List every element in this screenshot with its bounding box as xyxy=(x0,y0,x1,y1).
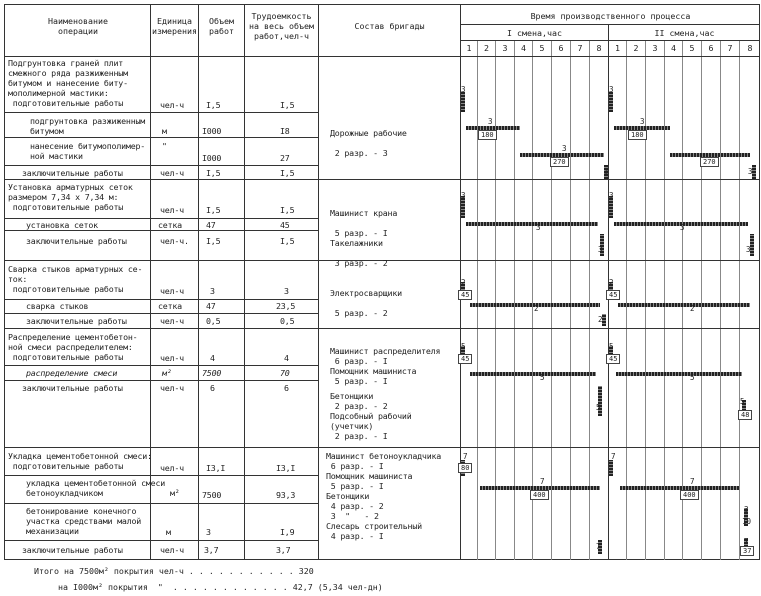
bar-label: 5 xyxy=(609,342,614,351)
op-unit: м² xyxy=(162,368,172,378)
hour-label: 1 xyxy=(466,43,472,53)
bar-label: 2 xyxy=(461,278,466,287)
op-volume: I,5 xyxy=(206,168,221,178)
op-volume: 7500 xyxy=(202,490,222,500)
op-volume: I000 xyxy=(202,126,222,136)
op-name: распределение смеси xyxy=(26,368,118,378)
op-volume: I000 xyxy=(202,153,222,163)
op-labor: 70 xyxy=(280,368,290,378)
hour-label: 3 xyxy=(652,43,658,53)
bar-label: 3 xyxy=(604,167,609,176)
op-unit: чел-ч xyxy=(160,383,184,393)
op-labor: 27 xyxy=(280,153,290,163)
bar-label: 45 xyxy=(458,290,472,300)
bar-label: 3 xyxy=(640,117,645,126)
op-name: установка сеток xyxy=(26,220,98,230)
op-unit: чел-ч xyxy=(160,168,184,178)
op-volume: 0,5 xyxy=(206,316,221,326)
op-name: Укладка цементобетонной смеси: подготовительные работы xyxy=(8,451,152,471)
bar-label: 2 xyxy=(598,315,603,324)
op-labor: 3 xyxy=(284,286,289,296)
op-labor: I,5 xyxy=(280,236,295,246)
gantt-bar xyxy=(750,234,754,256)
op-labor: I,5 xyxy=(280,100,295,110)
bar-label: 2 xyxy=(609,278,614,287)
op-name: заключительные работы xyxy=(22,383,123,393)
bar-label: 7 xyxy=(596,542,601,551)
op-volume: 3,7 xyxy=(204,545,219,555)
bar-label: 270 xyxy=(700,157,719,167)
bar-label: 37 xyxy=(740,546,754,556)
hour-label: 8 xyxy=(596,43,602,53)
hour-label: 7 xyxy=(727,43,733,53)
bar-label: 3 xyxy=(609,191,614,200)
op-name: заключительные работы xyxy=(22,168,123,178)
op-labor: 3,7 xyxy=(276,545,291,555)
hour-label: 5 xyxy=(539,43,545,53)
op-labor: I8 xyxy=(280,126,290,136)
bar-label: 180 xyxy=(478,130,497,140)
hour-label: 7 xyxy=(577,43,583,53)
op-volume: 47 xyxy=(206,220,216,230)
op-unit: чел-ч. xyxy=(160,236,189,246)
bar-label: 3 xyxy=(609,85,614,94)
bar-label: 7 xyxy=(611,452,616,461)
bar-label: 45 xyxy=(606,290,620,300)
op-volume: 47 xyxy=(206,301,216,311)
op-volume: I,5 xyxy=(206,205,221,215)
bar-label: 3 xyxy=(461,191,466,200)
hour-label: 2 xyxy=(484,43,489,53)
col-divider xyxy=(244,4,245,560)
header-labor: Трудоемкость на весь объем работ,чел-ч xyxy=(249,11,314,41)
bar-label: 48 xyxy=(738,410,752,420)
hour-label: 5 xyxy=(689,43,695,53)
op-name: бетонирование конечного участка средствами малой механизации xyxy=(26,506,142,536)
hour-label: 4 xyxy=(671,43,676,53)
op-volume: I,5 xyxy=(206,236,221,246)
crew-text: Бетонщики 2 разр. - 2 Подсобный рабочий (учетчик) 2 разр. - I xyxy=(330,391,412,441)
bar-label: 5 xyxy=(461,342,466,351)
header-volume: Объем работ xyxy=(209,16,234,36)
col-divider xyxy=(198,4,199,560)
total-line-2: на I000м² покрытия " . . . . . . . . . . . . 42,7 (5,34 чел-дн) xyxy=(58,582,383,592)
crew-text: Машинист распределителя 6 разр. - I Помощник машиниста 5 разр. - I xyxy=(330,346,441,386)
hour-label: 1 xyxy=(615,43,620,53)
bar-label: 45 xyxy=(606,354,620,364)
op-unit: м² xyxy=(170,488,180,498)
hour-label: 2 xyxy=(633,43,639,53)
op-labor: I,5 xyxy=(280,205,295,215)
hour-label: 6 xyxy=(708,43,714,53)
bar-label: 5 xyxy=(596,403,601,412)
bar-label: 3 xyxy=(536,223,541,232)
op-labor: 6 xyxy=(284,383,289,393)
op-volume: 7500 xyxy=(202,368,222,378)
header-time: Время производственного процесса xyxy=(530,11,691,21)
gantt-bar xyxy=(609,460,613,476)
header-unit: Единица измерения xyxy=(152,16,197,36)
bar-label: 7 xyxy=(540,477,545,486)
op-unit: чел-ч xyxy=(160,316,184,326)
bar-label: 5 xyxy=(540,373,545,382)
op-name: заключительные работы xyxy=(26,316,127,326)
gantt-bar xyxy=(618,303,750,307)
bar-label: 10 xyxy=(742,517,752,526)
op-name: укладка цементобетонной смеси бетоноукладчиком xyxy=(26,478,166,498)
op-name: сварка стыков xyxy=(26,301,89,311)
op-unit: чел-ч xyxy=(160,545,184,555)
header-shift1: I смена,час xyxy=(507,28,562,38)
op-labor: I,9 xyxy=(280,527,295,537)
gantt-bar xyxy=(609,92,613,112)
bar-label: 7 xyxy=(744,537,749,546)
hour-label: 8 xyxy=(747,43,753,53)
gantt-bar xyxy=(752,165,756,179)
col-divider xyxy=(150,4,151,560)
bar-label: 3 xyxy=(461,85,466,94)
op-labor: I3,I xyxy=(276,463,296,473)
op-unit: м xyxy=(162,126,167,136)
bar-label: 270 xyxy=(550,157,569,167)
op-name: Установка арматурных сеток размером 7,34 х 7,34 м: подготовительные работы xyxy=(8,182,133,212)
bar-label: 3 xyxy=(680,223,685,232)
bar-label: 400 xyxy=(680,490,699,500)
header-shift2: II смена,час xyxy=(654,28,715,38)
bar-label: 7 xyxy=(690,477,695,486)
total-line-1: Итого на 7500м² покрытия чел-ч . . . . . . . . . . . 320 xyxy=(34,566,314,576)
gantt-bar xyxy=(466,222,598,226)
op-labor: 4 xyxy=(284,353,289,363)
bar-label: 400 xyxy=(530,490,549,500)
op-name: заключительные работы xyxy=(26,236,127,246)
op-unit: сетка xyxy=(158,301,182,311)
bar-label: 180 xyxy=(628,130,647,140)
col-divider xyxy=(318,4,319,560)
hour-label: 3 xyxy=(502,43,508,53)
op-labor: 23,5 xyxy=(276,301,296,311)
op-labor: 45 xyxy=(280,220,290,230)
bar-label: 5 xyxy=(690,373,695,382)
crew-text: Такелажники 3 разр. - 2 xyxy=(330,238,388,268)
op-unit: сетка xyxy=(158,220,182,230)
op-volume: I3,I xyxy=(206,463,226,473)
bar-label: 7 xyxy=(463,452,468,461)
op-volume: 6 xyxy=(210,383,215,393)
op-unit: чел-ч xyxy=(160,463,184,473)
crew-text: Машинист крана 5 разр. - I xyxy=(330,208,398,238)
gantt-bar xyxy=(602,314,606,326)
bar-label: 45 xyxy=(458,354,472,364)
op-volume: 4 xyxy=(210,353,215,363)
crew-text: Электросварщики 5 разр. - 2 xyxy=(330,288,402,318)
op-unit: чел-ч xyxy=(160,100,184,110)
op-labor: 0,5 xyxy=(280,316,295,326)
op-name: подгрунтовка разжиженным битумом xyxy=(30,116,146,136)
bar-label: 2 xyxy=(534,304,539,313)
op-volume: I,5 xyxy=(206,100,221,110)
header-name: Наименование операции xyxy=(48,16,108,36)
op-unit: чел-ч xyxy=(160,286,184,296)
bar-label: 2 xyxy=(690,304,695,313)
op-unit: чел-ч xyxy=(160,353,184,363)
bar-label: 3 xyxy=(748,167,753,176)
op-labor: I,5 xyxy=(280,168,295,178)
gantt-bar xyxy=(461,92,465,112)
gantt-bar xyxy=(470,372,596,376)
bar-label: 3 xyxy=(598,245,603,254)
op-volume: 3 xyxy=(206,527,211,537)
op-labor: 93,3 xyxy=(276,490,296,500)
bar-label: 3 xyxy=(744,505,749,514)
op-unit: " xyxy=(162,141,167,151)
op-name: заключительные работы xyxy=(22,545,123,555)
crew-text: Машинист бетоноукладчика 6 разр. - I Помощник машиниста 5 разр. - I Бетонщики 4 разр. - 2 3 " - 2 Слесарь строительный 4 разр. - I xyxy=(326,451,442,541)
op-name: Сварка стыков арматурных се- ток: подготовительные работы xyxy=(8,264,143,294)
bar-label: 3 xyxy=(488,117,493,126)
hour-label: 4 xyxy=(521,43,526,53)
op-name: нанесение битумополимер- ной мастики xyxy=(30,141,146,161)
header-crew: Состав бригады xyxy=(354,21,425,31)
bar-label: 3 xyxy=(746,245,751,254)
crew-text: Дорожные рабочие 2 разр. - 3 xyxy=(330,128,407,158)
op-name: Подгрунтовка граней плит смежного ряда разжиженным битумом и нанесение биту- мополимерной мастики: подготовительные работы xyxy=(8,58,128,108)
bar-label: 5 xyxy=(740,397,745,406)
op-volume: 3 xyxy=(210,286,215,296)
bar-label: 3 xyxy=(562,144,567,153)
op-unit: м xyxy=(166,527,171,537)
hour-label: 6 xyxy=(558,43,564,53)
op-unit: чел-ч xyxy=(160,205,184,215)
gantt-bar xyxy=(616,372,742,376)
op-name: Распределение цементобетон- ной смеси распределителем: подготовительные работы xyxy=(8,332,138,362)
bar-label: 80 xyxy=(458,463,472,473)
